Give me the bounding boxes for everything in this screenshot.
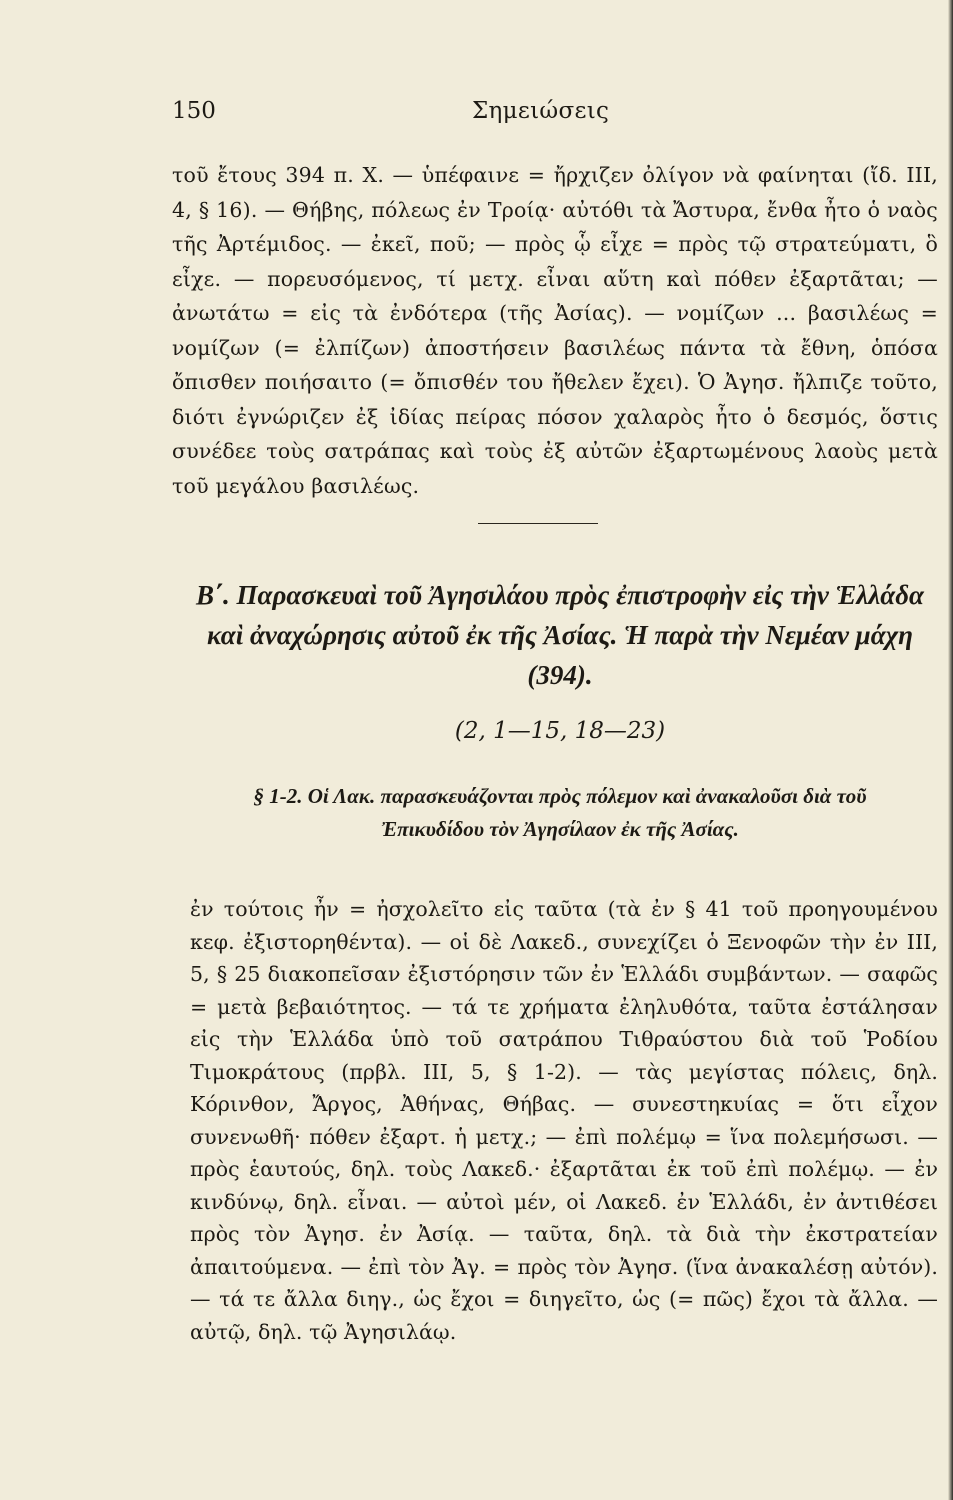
page-number: 150	[172, 98, 216, 124]
subsection-title: § 1-2. Οἱ Λακ. παρασκευάζονται πρὸς πόλεμον καὶ ἀνακαλοῦσι διὰ τοῦ Ἐπικυδίδου τὸν Ἀγησίλαον ἐκ τῆς Ἀσίας.	[253, 784, 867, 841]
page-edge-shadow	[948, 0, 953, 1500]
notes-paragraph: τοῦ ἔτους 394 π. Χ. — ὑπέφαινε = ἤρχιζεν ὀλίγον νὰ φαίνηται (ἴδ. ΙΙΙ, 4, § 16). — Θήβης, πόλεως ἐν Τροίᾳ· αὐτόθι τὰ Ἄστυρα, ἔνθα ἦτο ὁ ναὸς τῆς Ἀρτέμιδος. — ἐκεῖ, ποῦ; — πρὸς ᾧ εἶχε = πρὸς τῷ στρατεύματι, ὃ εἶχε. — πορευσόμενος, τί μετχ. εἶναι αὕτη καὶ πόθεν ἐξαρτᾶται; — ἀνωτάτω = εἰς τὰ ἐνδότερα (τῆς Ἀσίας). — νομίζων ... βασιλέως = νομίζων (= ἐλπίζων) ἀποστήσειν βασιλέως πάντα τὰ ἔθνη, ὁπόσα ὄπισθεν ποιήσαιτο (= ὄπισθέν του ἤθελεν ἔχει). Ὁ Ἀγησ. ἤλπιζε τοῦτο, διότι ἐγνώριζεν ἐξ ἰδίας πείρας πόσον χαλαρὸς ἦτο ὁ δεσμός, ὅστις συνέδεε τοὺς σατράπας καὶ τοὺς ἐξ αὐτῶν ἐξαρτωμένους λαοὺς μετὰ τοῦ μεγάλου βασιλέως.	[172, 163, 938, 498]
subsection-paragraph: ἐν τούτοις ἦν = ἠσχολεῖτο εἰς ταῦτα (τὰ ἐν § 41 τοῦ προηγουμένου κεφ. ἐξιστορηθέντα). — οἱ δὲ Λακεδ., συνεχίζει ὁ Ξενοφῶν τὴν ἐν ΙΙΙ, 5, § 25 διακοπεῖσαν ἐξιστόρησιν τῶν ἐν Ἑλλάδι συμβάντων. — σαφῶς = μετὰ βεβαιότητος. — τά τε χρήματα ἐληλυθότα, ταῦτα ἐστάλησαν εἰς τὴν Ἑλλάδα ὑπὸ τοῦ σατράπου Τιθραύστου διὰ τοῦ Ῥοδίου Τιμοκράτους (πρβλ. ΙΙΙ, 5, § 1-2). — τὰς μεγίστας πόλεις, δηλ. Κόρινθον, Ἄργος, Ἀθήνας, Θήβας. — συνεστηκυίας = ὅτι εἶχον συνενωθῆ· πόθεν ἐξαρτ. ἡ μετχ.; — ἐπὶ πολέμῳ = ἵνα πολεμήσωσι. — πρὸς ἑαυτούς, δηλ. τοὺς Λακεδ.· ἐξαρτᾶται ἐκ τοῦ ἐπὶ πολέμῳ. — ἐν κινδύνῳ, δηλ. εἶναι. — αὐτοὶ μέν, οἱ Λακεδ. ἐν Ἑλλάδι, ἐν ἀντιθέσει πρὸς τὸν Ἀγησ. ἐν Ἀσίᾳ. — ταῦτα, δηλ. τὰ διὰ τὴν ἐκστρατείαν ἀπαιτούμενα. — ἐπὶ τὸν Ἀγ. = πρὸς τὸν Ἀγησ. (ἵνα ἀνακαλέσῃ αὐτόν). — τά τε ἄλλα διηγ., ὡς ἔχοι = διηγεῖτο, ὡς (= πῶς) ἔχοι τὰ ἄλλα. — αὐτῷ, δηλ. τῷ Ἀγησιλάῳ.	[190, 897, 938, 1344]
section-title: Β΄. Παρασκευαὶ τοῦ Ἀγησιλάου πρὸς ἐπιστροφὴν εἰς τὴν Ἑλλάδα καὶ ἀναχώρησις αὐτοῦ ἐκ τῆς Ἀσίας. Ἡ παρὰ τὴν Νεμέαν μάχη (394).	[196, 580, 924, 690]
section-reference: (2, 1—15, 18—23)	[454, 718, 666, 744]
running-head: Σημειώσεις	[472, 98, 610, 124]
section-divider	[478, 523, 598, 524]
page-header	[172, 98, 934, 132]
